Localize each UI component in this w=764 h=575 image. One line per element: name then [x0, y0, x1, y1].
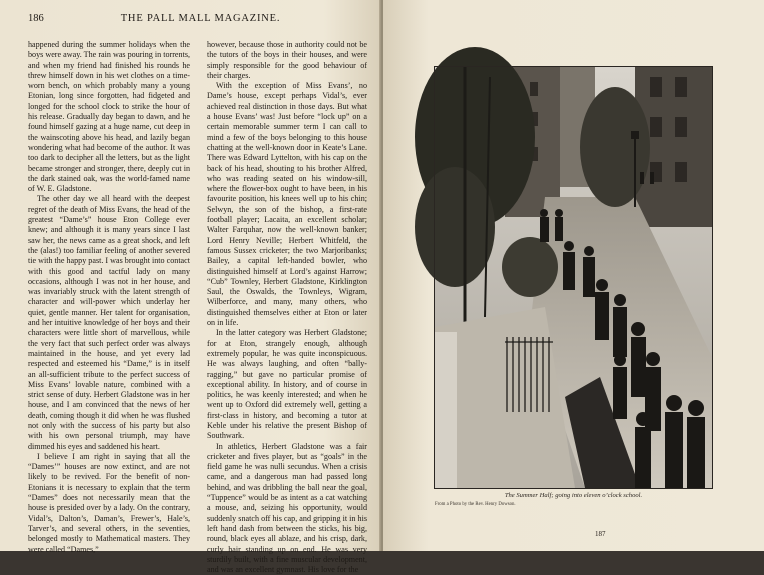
right-page: [383, 0, 764, 551]
photo-credit: From a Photo by the Rev. Henry Dowson.: [435, 502, 516, 507]
paragraph: In athletics, Herbert Gladstone was a fair cricketer and fives player, but as “goals” in the field game he was nulli secundus. When a crisis came, and a dangerous man had passed long behind, and was dribbling the ball near the goal, “Tuppence” would be as intent as a cat watching a mouse, and, seizing his opportunity, would suddenly snatch off his cap, and gripping it in his left hand dash from between the sticks, his big, round, black eyes all ablaze, and his crisp, dark, curly hair standing up on end. He was very sturdily built, with a fine muscular development, and was an excellent gymnast. His love for the: [207, 441, 367, 575]
paragraph: happened during the summer holidays when the boys were away. The rain was pouring in torrents, and when my friend had finished his rounds he threw himself down in his wet clothes on a time-worn bench, on which probably many a young Etonian, long since forgotten, had fidgeted and longed for the school clock to strike the hour of his release. Gradually day began to dawn, and he found himself gazing at a huge name, cut deep in the wainscoting above his head, and lazily began wondering what had become of the author. It was too dark to decipher all the letters, but as the light became stronger and stronger, there, deeply cut in the dark stained oak, was the world-famed name of W. E. Gladstone.: [28, 40, 190, 194]
paragraph: I believe I am right in saying that all the “Dames’” houses are now extinct, and are not likely to be revived. For the benefit of non-Etonians it is necessary to explain that the term “Dames” does not necessarily mean that the house is presided over by a lady. On the contrary, Vidal’s, Dalton’s, Daman’s, Frewer’s, Hale’s, Tarver’s, and several others, in the seventies, belonged mostly to Mathematical masters. They were called “Dames,”: [28, 451, 190, 554]
paragraph: The other day we all heard with the deepest regret of the death of Miss Evans, the head of the greatest “Dame’s” house Eton College ever knew; and although it is many years since I last saw her, the news came as a great shock, and left the (alas!) too familiar feeling of another severed tie with the happy past. I was brought into contact with this good and tactful lady on many occasions, although I was not in her house, and was invariably struck with the latent strength of character and will-power which underlay her quiet, gentle manner. Her talent for organisation, and her intuitive knowledge of her boys and their characters were little short of marvellous, while the very fact that such perfect order was always maintained in the house, and yet every lad respected and esteemed his “Dame,” is in itself an all-sufficient tribute to the perfect success of Miss Evans’ lovable nature, combined with a strict sense of duty. Herbert Gladstone was in her house, and I am convinced that the news of her death, coming though it did when he was flushed not only with the success of his party but also with his own personal triumph, may have dimmed his eyes and saddened his heart.: [28, 194, 190, 451]
street-photograph: [435, 67, 712, 488]
photo-caption: The Summer Half; going into eleven o’clock school.: [504, 492, 643, 499]
magazine-title: THE PALL MALL MAGAZINE.: [120, 13, 281, 24]
running-head: [28, 13, 373, 27]
paragraph: With the exception of Miss Evans’, no Dame’s house, except perhaps Vidal’s, ever achieved real distinction in those days. But what a house Evans’ was! Just before “lock up” on a certain memorable summer term I can call to mind a few of the boys belonging to this house chatting at the well-known door in Keate’s Lane. There was Edward Lyttelton, with his cap on the back of his head, shouting to his brother Alfred, who was reading seated on his window-sill, where the flower-box ought to have been, in his favourite position, his knees well up to his chin; Selwyn, the son of the bishop, a first-rate football player; Lacaita, an excellent scholar; Walter Farquhar, now the well-known banker; Lord Henry Neville; Herbert Whitfeld, the famous Sussex cricketer; the two Marjoribanks; Bailey, a capital left-handed bowler, who distinguished himself at Lord’s against Harrow; “Cub” Townley, Herbert Gladstone, Kirklington Saul, the Oswalds, the Townleys, Wigram, Wilberforce, and many, many others, who distinguished themselves either at Eton or later on in life.: [207, 81, 367, 328]
page-number-left: 186: [28, 13, 44, 24]
paragraph: In the latter category was Herbert Gladstone; for at Eton, strangely enough, although extremely popular, he was quite inconspicuous. He was always laughing, and often “bally-ragging,” but gave no particular promise of exceptional ability. In history, and of course in politics, he was keenly interested; and when he went up to Oxford did extremely well, getting a first-class in history, and becoming a tutor at Keble under his relative the present Bishop of Southwark.: [207, 328, 367, 441]
paragraph: however, because those in authority could not be the tutors of the boys in their houses, and were simply responsible for the good behaviour of their charges.: [207, 40, 367, 80]
left-page: [0, 0, 381, 575]
text-column-1: [28, 40, 190, 555]
text-column-2: [207, 40, 367, 575]
photograph-image: [435, 67, 712, 488]
page-number-right: 187: [595, 530, 606, 538]
